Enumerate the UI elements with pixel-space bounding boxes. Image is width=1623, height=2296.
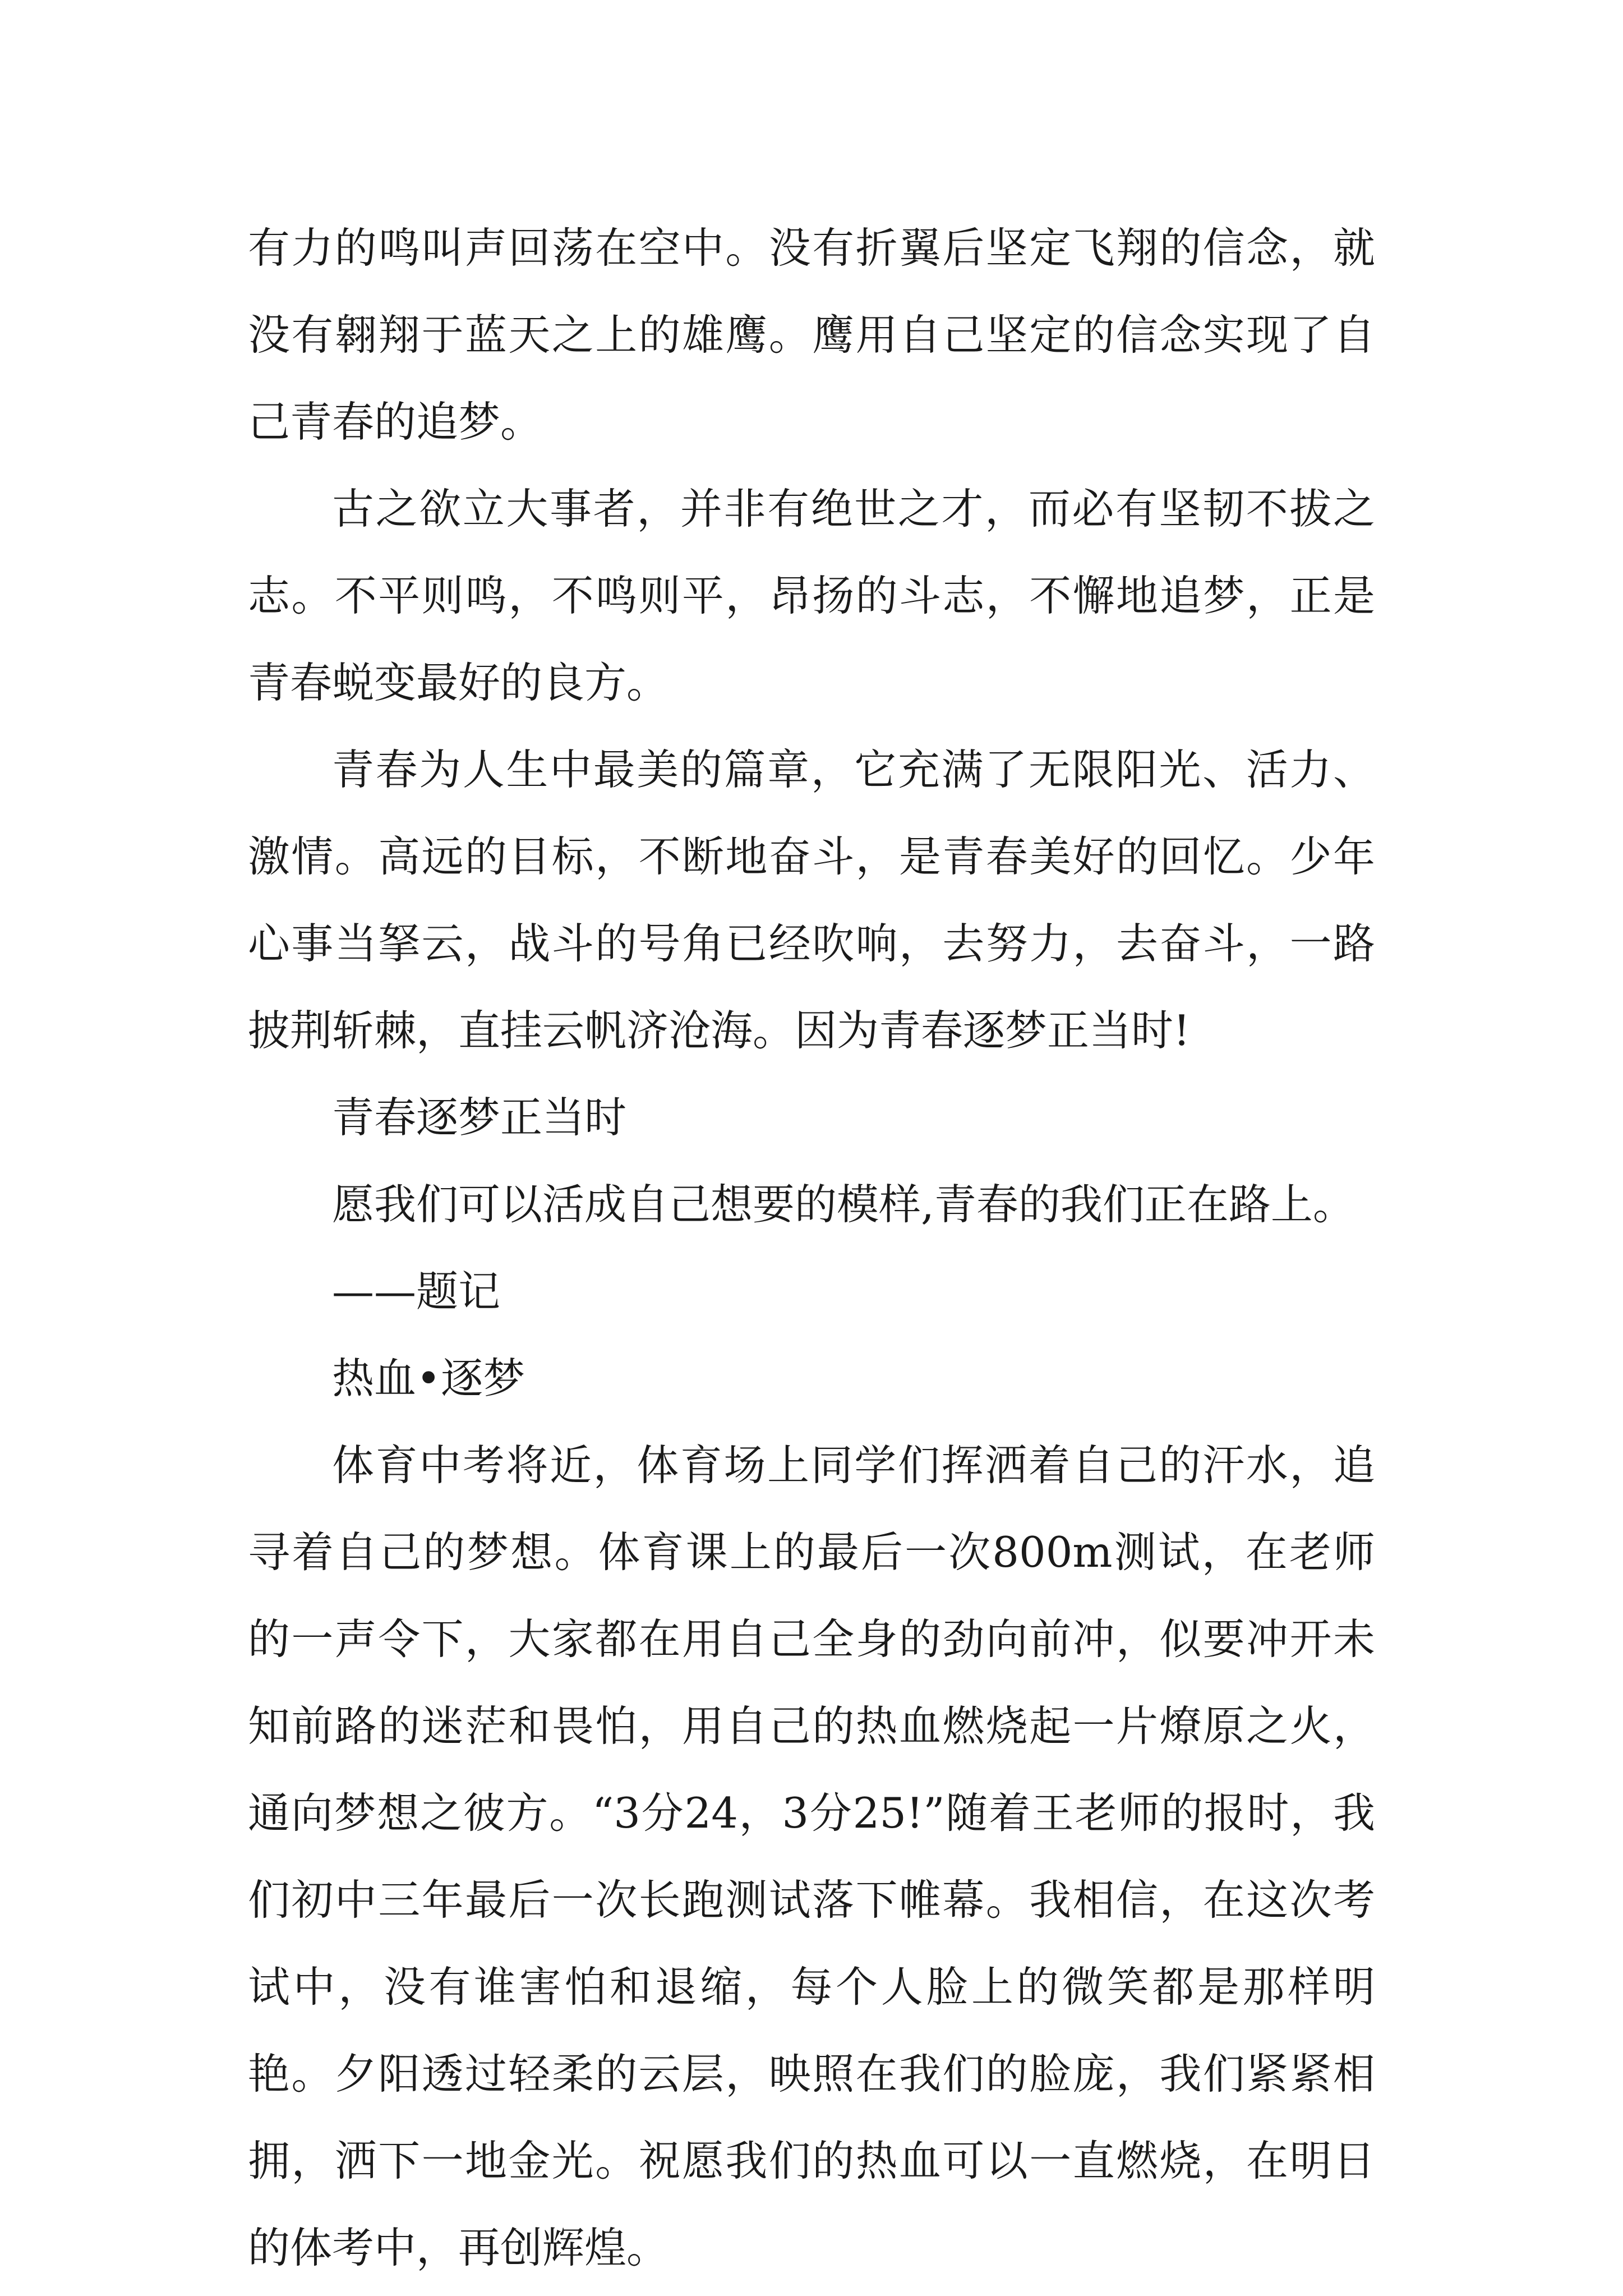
essay-title: 青春逐梦正当时 (332, 1093, 627, 1142)
paragraph: 青春为人生中最美的篇章，它充满了无限阳光、活力、激情。高远的目标，不断地奋斗，是青春美好的回忆。少年心事当拏云，战斗的号角已经吹响，去努力，去奋斗，一路披荆斩棘，直挂云帆济沧海。因为青春逐梦正当时! (248, 745, 1375, 1055)
epigraph: 愿我们可以活成自己想要的模样,青春的我们正在路上。 (332, 1180, 1355, 1229)
section-heading: 热血•逐梦 (332, 1354, 525, 1403)
epigraph-attribution: ——题记 (332, 1267, 501, 1316)
paragraph: 古之欲立大事者，并非有绝世之才，而必有坚韧不拔之志。不平则鸣，不鸣则平，昂扬的斗志，不懈地追梦，正是青春蜕变最好的良方。 (248, 484, 1375, 707)
paragraph: 体育中考将近，体育场上同学们挥洒着自己的汗水，追寻着自己的梦想。体育课上的最后一次800m测试，在老师的一声令下，大家都在用自己全身的劲向前冲，似要冲开未知前路的迷茫和畏怕，用自己的热血燃烧起一片燎原之火，通向梦想之彼方。“3分24，3分25!”随着王老师的报时，我们初中三年最后一次长跑测试落下帷幕。我相信，在这次考试中，没有谁害怕和退缩，每个人脸上的微笑都是那样明艳。夕阳透过轻柔的云层，映照在我们的脸庞，我们紧紧相拥，洒下一地金光。祝愿我们的热血可以一直燃烧，在明日的体考中，再创辉煌。 (248, 1441, 1375, 2272)
document-body (248, 205, 1375, 2292)
paragraph-continued: 有力的鸣叫声回荡在空中。没有折翼后坚定飞翔的信念，就没有翱翔于蓝天之上的雄鹰。鹰用自己坚定的信念实现了自己青春的追梦。 (248, 223, 1375, 447)
